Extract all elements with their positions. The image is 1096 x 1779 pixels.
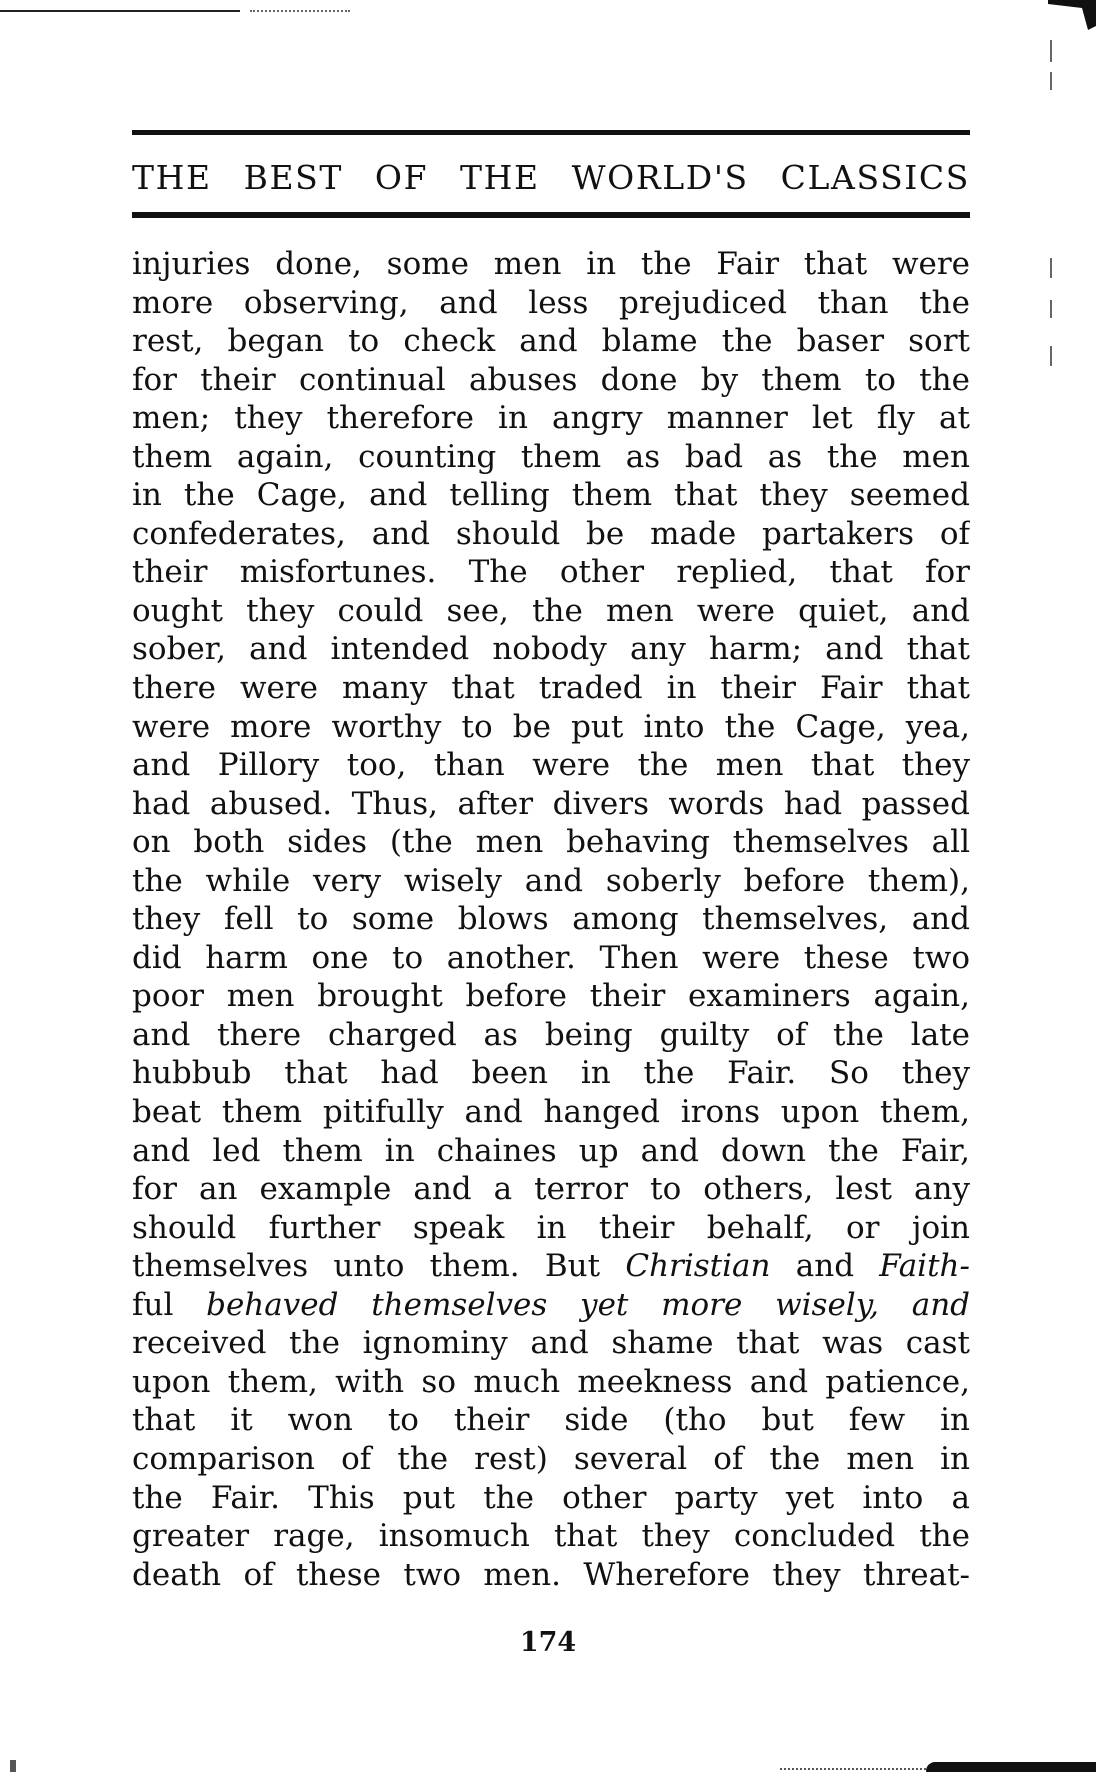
text-line (132, 438, 970, 477)
text-run: ought they could see, the men were quiet, and (132, 592, 970, 629)
text-run: and Pillory too, than were the men that they (132, 747, 970, 784)
text-run: for their continual abuses done by them to the (132, 361, 970, 398)
text-run: upon them, with so much meekness and patience, (132, 1363, 970, 1400)
text-run: ful (132, 1286, 174, 1323)
scan-edge-tick (1050, 300, 1052, 318)
text-line (132, 939, 970, 978)
text-line (132, 1517, 970, 1556)
text-run: confederates, and should be made partakers of (132, 515, 970, 552)
text-line (132, 1401, 970, 1440)
text-run: and (770, 1248, 880, 1285)
text-run: there were many that traded in their Fair that (132, 670, 970, 707)
text-run: were more worthy to be put into the Cage, yea, (132, 708, 970, 745)
italic-name: Faith- (879, 1248, 970, 1285)
text-run: hubbub that had been in the Fair. So they (132, 1055, 970, 1092)
header-rule-bottom (132, 212, 970, 218)
text-run: their misfortunes. The other replied, that for (132, 554, 970, 591)
text-line (132, 630, 970, 669)
text-line (132, 1247, 970, 1286)
text-run: death of these two men. Wherefore they threat- (132, 1556, 970, 1593)
text-line (132, 399, 970, 438)
text-run: the Fair. This put the other party yet into a (132, 1479, 970, 1516)
text-run: greater rage, insomuch that they concluded the (132, 1518, 970, 1555)
text-line (132, 322, 970, 361)
text-line (132, 1440, 970, 1479)
text-line (132, 977, 970, 1016)
text-line (132, 862, 970, 901)
text-run: sober, and intended nobody any harm; and that (132, 631, 970, 668)
text-run: for an example and a terror to others, lest any (132, 1171, 970, 1208)
text-line (132, 746, 970, 785)
text-line (132, 1363, 970, 1402)
text-run: had abused. Thus, after divers words had passed (132, 785, 970, 822)
text-line (132, 515, 970, 554)
text-run: themselves unto them. But (132, 1248, 626, 1285)
text-line (132, 1170, 970, 1209)
text-run: men; they therefore in angry manner let fly at (132, 400, 970, 437)
text-line (132, 823, 970, 862)
text-run: injuries done, some men in the Fair that were (132, 246, 970, 282)
text-line (132, 1209, 970, 1248)
scan-edge-tick (1050, 258, 1052, 278)
running-title: THE BEST OF THE WORLD'S CLASSICS (132, 158, 970, 197)
text-line (132, 785, 970, 824)
text-line (132, 1093, 970, 1132)
text-line (132, 1016, 970, 1055)
scan-edge-line (926, 1762, 1096, 1772)
scan-edge-tick (1050, 346, 1052, 366)
text-run: rest, began to check and blame the baser sort (132, 323, 970, 360)
text-run: and there charged as being guilty of the late (132, 1016, 970, 1053)
text-run: should further speak in their behalf, or join (132, 1209, 970, 1246)
text-run: poor men brought before their examiners again, (132, 978, 970, 1015)
text-run: more observing, and less prejudiced than the (132, 284, 970, 321)
page-number: 174 (519, 1627, 577, 1658)
text-run: received the ignominy and shame that was cast (132, 1325, 970, 1362)
text-line (132, 1054, 970, 1093)
scan-edge-tick (1050, 40, 1052, 62)
text-run: did harm one to another. Then were these two (132, 939, 970, 976)
text-line (132, 1479, 970, 1518)
text-run: the while very wisely and soberly before them), (132, 862, 970, 899)
text-run: comparison of the rest) several of the men in (132, 1440, 970, 1477)
text-run: beat them pitifully and hanged irons upon them, (132, 1094, 970, 1131)
text-run: in the Cage, and telling them that they seemed (132, 477, 970, 514)
scan-edge-dots (250, 10, 350, 12)
text-line (132, 592, 970, 631)
text-run: them again, counting them as bad as the men (132, 438, 970, 475)
text-line (132, 245, 970, 284)
italic-name: Christian (625, 1248, 771, 1285)
text-line (132, 1324, 970, 1363)
corner-mark (1048, 0, 1096, 30)
scan-edge-mark (10, 1760, 16, 1772)
text-line (132, 476, 970, 515)
text-run: that it won to their side (tho but few in (132, 1402, 970, 1439)
text-run: and led them in chaines up and down the Fair, (132, 1132, 970, 1169)
text-line (132, 708, 970, 747)
scan-edge-tick (1050, 72, 1052, 90)
body-text (132, 245, 970, 1594)
text-line (132, 553, 970, 592)
text-line (132, 284, 970, 323)
italic-name: behaved themselves yet more wisely, and (173, 1286, 970, 1323)
text-line (132, 1132, 970, 1171)
header-rule-top (132, 130, 970, 135)
text-line (132, 1286, 970, 1325)
scan-edge-dots (780, 1768, 930, 1770)
text-line (132, 669, 970, 708)
text-run: they fell to some blows among themselves, and (132, 901, 970, 938)
text-line (132, 1556, 970, 1595)
text-line (132, 361, 970, 400)
text-line (132, 900, 970, 939)
text-run: on both sides (the men behaving themselves all (132, 824, 970, 861)
scan-edge-line (0, 10, 240, 12)
